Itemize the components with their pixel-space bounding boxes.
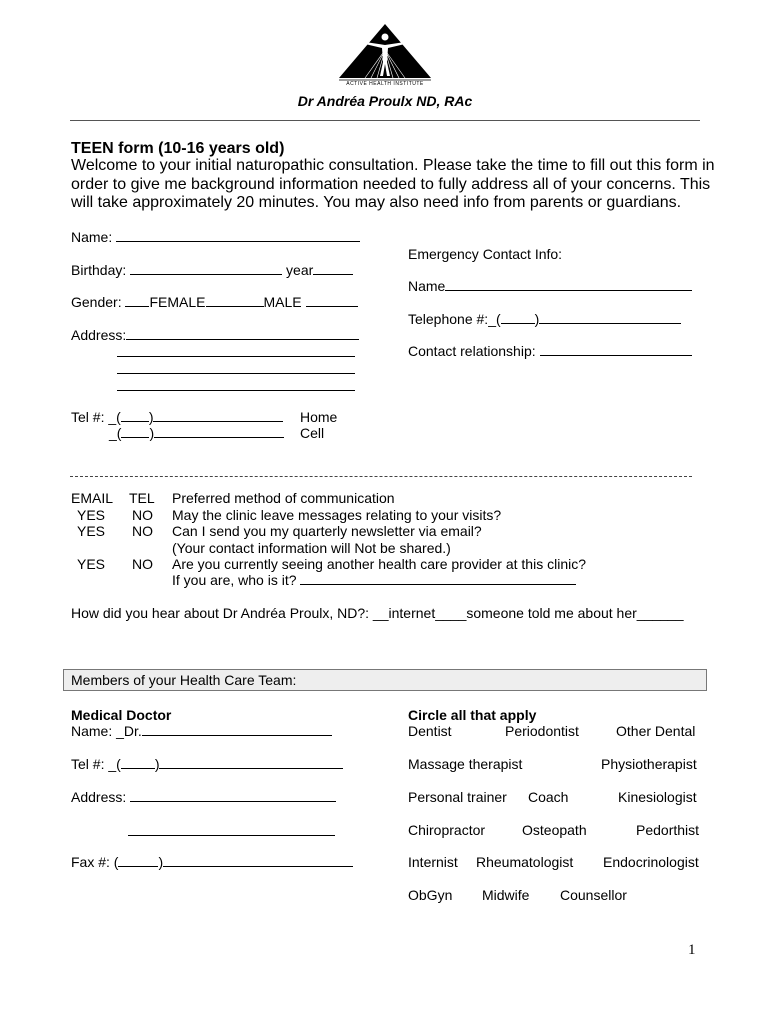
doctor-name-label: Name: _Dr. — [71, 723, 142, 739]
page-number: 1 — [688, 942, 696, 958]
q2-note: (Your contact information will Not be shared.) — [172, 540, 451, 556]
emergency-name-line[interactable] — [445, 278, 692, 291]
doctor-tel-label: Tel #: — [71, 756, 105, 772]
q2-text: Can I send you my quarterly newsletter via email? — [172, 523, 482, 539]
contact-relationship-label: Contact relationship: — [408, 343, 536, 359]
q3-followup-line[interactable] — [300, 572, 576, 585]
birthday-label: Birthday: — [71, 262, 127, 278]
address-label: Address: — [71, 327, 127, 343]
emergency-open-paren: _( — [488, 311, 501, 327]
option-osteopath[interactable]: Osteopath — [522, 822, 587, 838]
option-other-dental[interactable]: Other Dental — [616, 723, 696, 739]
tel-open-paren: _( — [108, 409, 121, 425]
option-massage-therapist[interactable]: Massage therapist — [408, 756, 523, 772]
emergency-number-line[interactable] — [539, 311, 681, 324]
emergency-name-label: Name — [408, 278, 446, 294]
intro-line-2: order to give me background information needed to fully address all of your concerns. This — [71, 176, 711, 193]
contact-relationship-line[interactable] — [540, 343, 692, 356]
cell-close-paren: ) — [149, 425, 155, 441]
fax-number-line[interactable] — [163, 854, 353, 867]
address-line-3[interactable] — [117, 373, 355, 374]
option-rheumatologist[interactable]: Rheumatologist — [476, 854, 574, 870]
q3-followup-label: If you are, who is it? — [172, 572, 297, 588]
male-option[interactable]: MALE — [263, 294, 302, 310]
option-obgyn[interactable]: ObGyn — [408, 887, 453, 903]
preferred-method-text: Preferred method of communication — [172, 490, 395, 506]
gender-trailing-line[interactable] — [306, 294, 358, 307]
q3-followup-field[interactable] — [172, 572, 576, 588]
emergency-close-paren: ) — [534, 311, 540, 327]
doctor-address-field[interactable] — [71, 789, 336, 805]
q3-text: Are you currently seeing another health care provider at this clinic? — [172, 556, 586, 572]
option-midwife[interactable]: Midwife — [482, 887, 530, 903]
doctor-tel-open-paren: _( — [108, 756, 121, 772]
home-area-code-line[interactable] — [121, 409, 149, 422]
doctor-area-code-line[interactable] — [121, 756, 155, 769]
form-title: TEEN form (10-16 years old) — [71, 140, 285, 157]
header-divider — [70, 120, 700, 121]
option-physiotherapist[interactable]: Physiotherapist — [601, 756, 697, 772]
doctor-name-field[interactable] — [71, 723, 332, 739]
q1-text: May the clinic leave messages relating to your visits? — [172, 507, 502, 523]
birthday-field[interactable] — [71, 262, 353, 278]
medical-doctor-heading: Medical Doctor — [71, 707, 172, 723]
option-chiropractor[interactable]: Chiropractor — [408, 822, 486, 838]
tel-label: Tel #: — [71, 409, 105, 425]
name-field[interactable] — [71, 229, 360, 245]
doctor-fax-label: Fax #: — [71, 854, 110, 870]
circle-all-heading: Circle all that apply — [408, 707, 537, 723]
q2-no-option[interactable]: NO — [132, 523, 153, 539]
year-label: year — [286, 262, 314, 278]
option-personal-trainer[interactable]: Personal trainer — [408, 789, 507, 805]
name-line[interactable] — [116, 229, 360, 242]
tel-close-paren: ) — [148, 409, 154, 425]
address-line-1[interactable] — [126, 327, 359, 340]
year-line[interactable] — [313, 262, 353, 275]
referral-source-question[interactable]: How did you hear about Dr Andréa Proulx, ND?: __internet____someone told me about her______ — [71, 605, 684, 621]
q3-yes-option[interactable]: YES — [77, 556, 106, 572]
address-line-2[interactable] — [117, 356, 355, 357]
health-care-team-heading: Members of your Health Care Team: — [71, 672, 297, 688]
female-option[interactable]: FEMALE — [149, 294, 206, 310]
female-blank[interactable] — [125, 294, 149, 307]
health-care-team-header — [63, 669, 707, 691]
doctor-fax-field[interactable]: Fax #: ( ) — [71, 854, 353, 870]
home-label: Home — [300, 409, 338, 425]
option-periodontist[interactable]: Periodontist — [505, 723, 579, 739]
fax-area-code-line[interactable] — [118, 854, 158, 867]
doctor-name: Dr Andréa Proulx ND, RAc — [297, 93, 473, 109]
option-internist[interactable]: Internist — [408, 854, 458, 870]
male-blank[interactable] — [206, 294, 264, 307]
q1-yes-option[interactable]: YES — [77, 507, 106, 523]
q3-no-option[interactable]: NO — [132, 556, 153, 572]
option-coach[interactable]: Coach — [528, 789, 569, 805]
emergency-name-field[interactable] — [408, 278, 692, 294]
emergency-heading: Emergency Contact Info: — [408, 246, 563, 262]
emergency-telephone-field[interactable] — [408, 311, 681, 327]
cell-open-paren: _( — [109, 425, 122, 441]
q1-no-option[interactable]: NO — [132, 507, 153, 523]
name-label: Name: — [71, 229, 113, 245]
intro-line-3: will take approximately 20 minutes. You may also need info from parents or guardians. — [71, 194, 682, 211]
doctor-name-line[interactable] — [142, 723, 332, 736]
section-divider — [70, 476, 692, 477]
option-dentist[interactable]: Dentist — [408, 723, 452, 739]
address-field[interactable] — [71, 327, 359, 343]
tel-column-header: TEL — [129, 490, 155, 506]
doctor-tel-field[interactable] — [71, 756, 343, 772]
logo-caption: ACTIVE HEALTH INSTITUTE — [346, 81, 424, 87]
doctor-tel-line[interactable] — [159, 756, 343, 769]
gender-field[interactable] — [71, 294, 358, 310]
contact-relationship-field[interactable] — [408, 343, 692, 359]
email-column-header: EMAIL — [71, 490, 114, 506]
intro-line-1: Welcome to your initial naturopathic consultation. Please take the time to fill out this form in — [71, 157, 715, 174]
address-line-4[interactable] — [117, 390, 355, 391]
q2-yes-option[interactable]: YES — [77, 523, 106, 539]
active-health-institute-logo — [335, 20, 435, 90]
emergency-area-code-line[interactable] — [501, 311, 535, 324]
cell-label: Cell — [300, 425, 325, 441]
tel-cell-field[interactable] — [109, 425, 284, 441]
option-endocrinologist[interactable]: Endocrinologist — [603, 854, 699, 870]
cell-area-code-line[interactable] — [121, 425, 149, 438]
doctor-address-line-2[interactable] — [128, 835, 335, 836]
option-kinesiologist[interactable]: Kinesiologist — [618, 789, 697, 805]
gender-label: Gender: — [71, 294, 122, 310]
tel-home-field[interactable] — [71, 409, 283, 425]
doctor-tel-close-paren: ) — [154, 756, 160, 772]
emergency-telephone-label: Telephone #: — [408, 311, 489, 327]
home-number-line[interactable] — [153, 409, 283, 422]
doctor-address-label: Address: — [71, 789, 127, 805]
option-counsellor[interactable]: Counsellor — [560, 887, 627, 903]
cell-number-line[interactable] — [154, 425, 284, 438]
option-pedorthist[interactable]: Pedorthist — [636, 822, 700, 838]
doctor-address-line-1[interactable] — [130, 789, 336, 802]
birthday-line[interactable] — [130, 262, 282, 275]
